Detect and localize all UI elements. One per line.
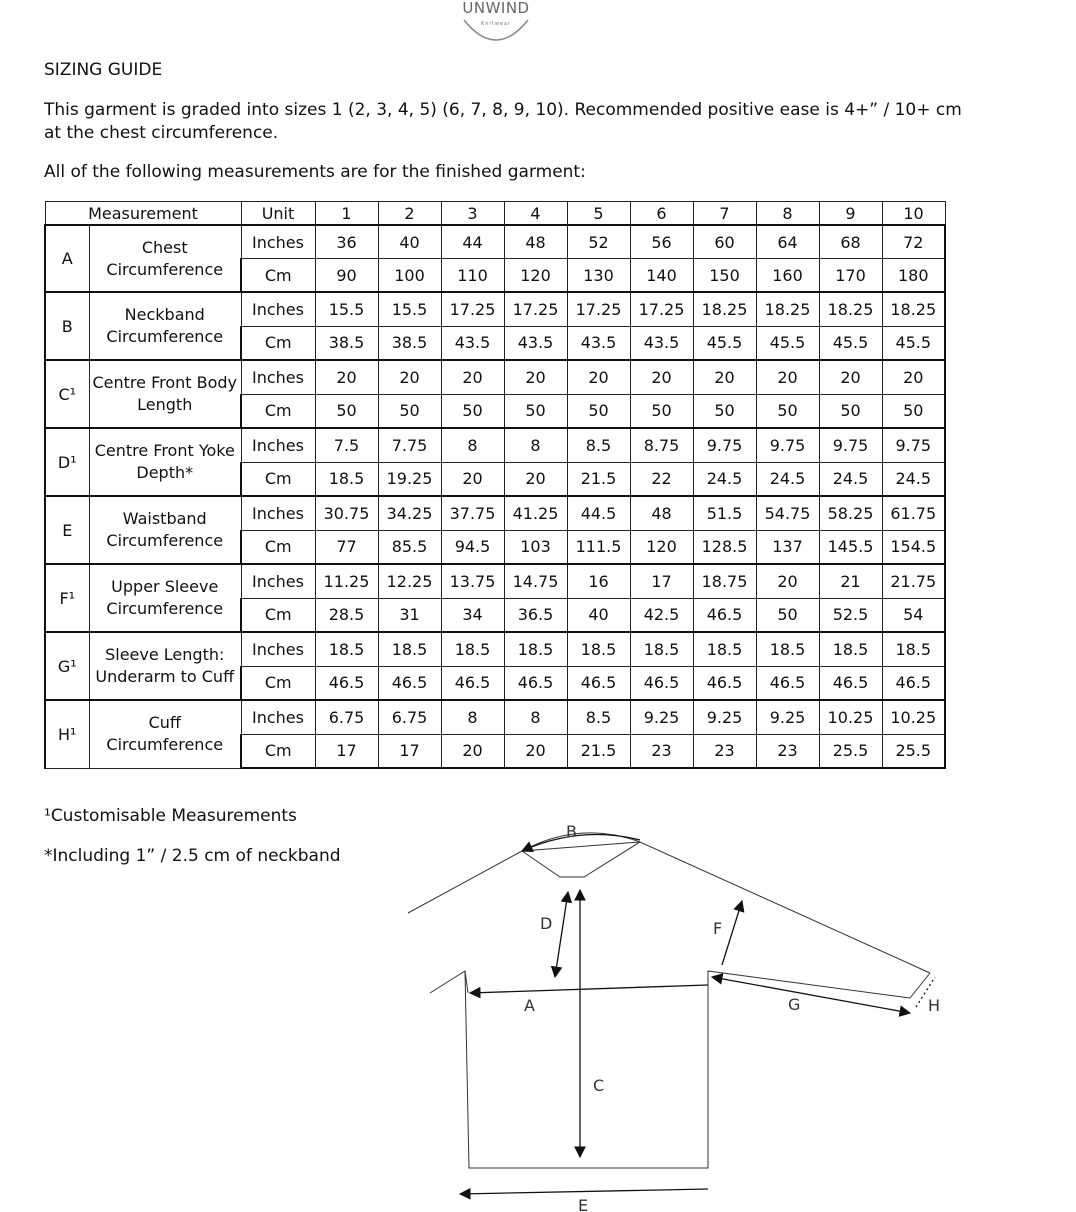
table-row	[45, 225, 945, 259]
value-cell: 46.5	[315, 666, 378, 700]
value-cell: 21.75	[882, 564, 945, 598]
value-cell: 18.5	[567, 632, 630, 666]
value-cell: 20	[819, 360, 882, 394]
value-cell: 23	[630, 734, 693, 768]
value-cell: 18.5	[378, 632, 441, 666]
intro-paragraph: This garment is graded into sizes 1 (2, 3, 4, 5) (6, 7, 8, 9, 10). Recommended positive ease is 4+” / 10+ cm at the chest circumference.	[44, 100, 962, 143]
header-size: 8	[756, 202, 819, 226]
unit-cell: Cm	[241, 666, 315, 700]
value-cell: 58.25	[819, 496, 882, 530]
value-cell: 45.5	[693, 326, 756, 360]
unit-cell: Cm	[241, 598, 315, 632]
value-cell: 44	[441, 225, 504, 259]
value-cell: 9.25	[693, 700, 756, 734]
value-cell: 24.5	[693, 462, 756, 496]
unit-cell: Inches	[241, 700, 315, 734]
value-cell: 52.5	[819, 598, 882, 632]
measurement-name: Centre Front Body Length	[89, 360, 241, 428]
value-cell: 43.5	[630, 326, 693, 360]
value-cell: 50	[630, 394, 693, 428]
value-cell: 20	[441, 360, 504, 394]
value-cell: 9.75	[756, 428, 819, 462]
value-cell: 160	[756, 259, 819, 293]
value-cell: 20	[630, 360, 693, 394]
value-cell: 20	[441, 734, 504, 768]
measurement-code: E	[45, 496, 89, 564]
unit-cell: Inches	[241, 564, 315, 598]
unit-cell: Cm	[241, 530, 315, 564]
label-a: A	[524, 996, 535, 1015]
value-cell: 51.5	[693, 496, 756, 530]
value-cell: 11.25	[315, 564, 378, 598]
header-size: 2	[378, 202, 441, 226]
label-f: F	[713, 919, 723, 938]
value-cell: 18.5	[315, 462, 378, 496]
value-cell: 34	[441, 598, 504, 632]
value-cell: 14.75	[504, 564, 567, 598]
value-cell: 46.5	[567, 666, 630, 700]
value-cell: 170	[819, 259, 882, 293]
header-measurement: Measurement	[45, 202, 241, 226]
value-cell: 50	[441, 394, 504, 428]
label-d: D	[540, 914, 553, 933]
measurement-code: H¹	[45, 700, 89, 768]
value-cell: 38.5	[315, 326, 378, 360]
value-cell: 46.5	[378, 666, 441, 700]
value-cell: 154.5	[882, 530, 945, 564]
measurement-name: Sleeve Length: Underarm to Cuff	[89, 632, 241, 700]
value-cell: 8	[441, 428, 504, 462]
value-cell: 145.5	[819, 530, 882, 564]
value-cell: 77	[315, 530, 378, 564]
value-cell: 20	[315, 360, 378, 394]
value-cell: 180	[882, 259, 945, 293]
label-g: G	[788, 995, 801, 1014]
value-cell: 52	[567, 225, 630, 259]
value-cell: 100	[378, 259, 441, 293]
value-cell: 111.5	[567, 530, 630, 564]
value-cell: 28.5	[315, 598, 378, 632]
value-cell: 43.5	[441, 326, 504, 360]
value-cell: 22	[630, 462, 693, 496]
value-cell: 40	[378, 225, 441, 259]
value-cell: 17.25	[441, 292, 504, 326]
value-cell: 18.5	[693, 632, 756, 666]
table-row	[45, 496, 945, 530]
table-row	[45, 360, 945, 394]
table-row	[45, 632, 945, 666]
value-cell: 120	[630, 530, 693, 564]
value-cell: 48	[504, 225, 567, 259]
value-cell: 45.5	[756, 326, 819, 360]
value-cell: 18.25	[819, 292, 882, 326]
value-cell: 17.25	[504, 292, 567, 326]
value-cell: 50	[315, 394, 378, 428]
header-size: 10	[882, 202, 945, 226]
measurement-code: D¹	[45, 428, 89, 496]
value-cell: 38.5	[378, 326, 441, 360]
value-cell: 120	[504, 259, 567, 293]
value-cell: 54.75	[756, 496, 819, 530]
value-cell: 24.5	[819, 462, 882, 496]
measurement-code: B	[45, 292, 89, 360]
header-size: 9	[819, 202, 882, 226]
value-cell: 20	[378, 360, 441, 394]
value-cell: 50	[756, 598, 819, 632]
table-row	[45, 700, 945, 734]
value-cell: 21	[819, 564, 882, 598]
note-customisable: ¹Customisable Measurements	[44, 806, 297, 826]
value-cell: 13.75	[441, 564, 504, 598]
value-cell: 18.5	[819, 632, 882, 666]
value-cell: 24.5	[756, 462, 819, 496]
value-cell: 6.75	[315, 700, 378, 734]
value-cell: 20	[504, 734, 567, 768]
table-row	[45, 292, 945, 326]
table-row	[45, 564, 945, 598]
header-size: 3	[441, 202, 504, 226]
header-size: 1	[315, 202, 378, 226]
value-cell: 18.25	[693, 292, 756, 326]
value-cell: 50	[693, 394, 756, 428]
value-cell: 21.5	[567, 462, 630, 496]
value-cell: 50	[378, 394, 441, 428]
measurement-name: Centre Front Yoke Depth*	[89, 428, 241, 496]
header-size: 5	[567, 202, 630, 226]
value-cell: 18.5	[756, 632, 819, 666]
value-cell: 20	[693, 360, 756, 394]
unit-cell: Cm	[241, 394, 315, 428]
header-size: 6	[630, 202, 693, 226]
value-cell: 50	[567, 394, 630, 428]
value-cell: 7.5	[315, 428, 378, 462]
unit-cell: Cm	[241, 326, 315, 360]
value-cell: 20	[882, 360, 945, 394]
value-cell: 6.75	[378, 700, 441, 734]
value-cell: 46.5	[441, 666, 504, 700]
value-cell: 45.5	[819, 326, 882, 360]
value-cell: 9.25	[756, 700, 819, 734]
value-cell: 46.5	[630, 666, 693, 700]
value-cell: 17	[630, 564, 693, 598]
value-cell: 18.75	[693, 564, 756, 598]
unit-cell: Inches	[241, 632, 315, 666]
value-cell: 41.25	[504, 496, 567, 530]
value-cell: 34.25	[378, 496, 441, 530]
note-including: *Including 1” / 2.5 cm of neckband	[44, 846, 341, 866]
value-cell: 8.75	[630, 428, 693, 462]
value-cell: 150	[693, 259, 756, 293]
label-c: C	[593, 1076, 605, 1095]
value-cell: 18.25	[882, 292, 945, 326]
value-cell: 30.75	[315, 496, 378, 530]
value-cell: 46.5	[882, 666, 945, 700]
unit-cell: Inches	[241, 496, 315, 530]
label-b: B	[566, 822, 577, 841]
header-unit: Unit	[241, 202, 315, 226]
brand-name: UNWIND	[462, 0, 530, 17]
value-cell: 20	[504, 462, 567, 496]
value-cell: 9.75	[693, 428, 756, 462]
value-cell: 46.5	[756, 666, 819, 700]
value-cell: 68	[819, 225, 882, 259]
value-cell: 25.5	[819, 734, 882, 768]
value-cell: 130	[567, 259, 630, 293]
value-cell: 18.5	[630, 632, 693, 666]
label-e: E	[578, 1196, 589, 1212]
unit-cell: Cm	[241, 734, 315, 768]
value-cell: 140	[630, 259, 693, 293]
value-cell: 43.5	[567, 326, 630, 360]
table-body	[45, 225, 945, 768]
measurement-code: C¹	[45, 360, 89, 428]
measurement-name: Cuff Circumference	[89, 700, 241, 768]
value-cell: 24.5	[882, 462, 945, 496]
measurement-name: Upper Sleeve Circumference	[89, 564, 241, 632]
value-cell: 61.75	[882, 496, 945, 530]
value-cell: 36.5	[504, 598, 567, 632]
value-cell: 46.5	[693, 666, 756, 700]
value-cell: 23	[693, 734, 756, 768]
value-cell: 36	[315, 225, 378, 259]
value-cell: 42.5	[630, 598, 693, 632]
value-cell: 23	[756, 734, 819, 768]
value-cell: 18.5	[882, 632, 945, 666]
value-cell: 90	[315, 259, 378, 293]
value-cell: 37.75	[441, 496, 504, 530]
value-cell: 110	[441, 259, 504, 293]
value-cell: 20	[504, 360, 567, 394]
value-cell: 94.5	[441, 530, 504, 564]
label-h: H	[928, 996, 941, 1015]
header-size: 4	[504, 202, 567, 226]
value-cell: 128.5	[693, 530, 756, 564]
unit-cell: Cm	[241, 259, 315, 293]
value-cell: 10.25	[819, 700, 882, 734]
measurement-name: Chest Circumference	[89, 225, 241, 292]
value-cell: 50	[819, 394, 882, 428]
value-cell: 46.5	[504, 666, 567, 700]
value-cell: 50	[504, 394, 567, 428]
value-cell: 44.5	[567, 496, 630, 530]
unit-cell: Inches	[241, 292, 315, 326]
table-header-row	[45, 202, 945, 226]
value-cell: 20	[756, 564, 819, 598]
value-cell: 103	[504, 530, 567, 564]
unit-cell: Inches	[241, 428, 315, 462]
value-cell: 17.25	[567, 292, 630, 326]
value-cell: 8.5	[567, 428, 630, 462]
value-cell: 8	[504, 428, 567, 462]
value-cell: 20	[756, 360, 819, 394]
value-cell: 18.5	[504, 632, 567, 666]
value-cell: 9.25	[630, 700, 693, 734]
page-title: SIZING GUIDE	[44, 60, 163, 80]
value-cell: 19.25	[378, 462, 441, 496]
measurement-code: G¹	[45, 632, 89, 700]
brand-logo	[446, 0, 546, 48]
garment-diagram	[400, 815, 960, 1212]
value-cell: 43.5	[504, 326, 567, 360]
value-cell: 10.25	[882, 700, 945, 734]
value-cell: 20	[441, 462, 504, 496]
value-cell: 21.5	[567, 734, 630, 768]
value-cell: 9.75	[819, 428, 882, 462]
value-cell: 8.5	[567, 700, 630, 734]
value-cell: 25.5	[882, 734, 945, 768]
value-cell: 40	[567, 598, 630, 632]
value-cell: 17	[315, 734, 378, 768]
value-cell: 85.5	[378, 530, 441, 564]
value-cell: 50	[756, 394, 819, 428]
sweater-outline	[408, 833, 930, 1168]
measurement-code: A	[45, 225, 89, 292]
measurement-name: Neckband Circumference	[89, 292, 241, 360]
value-cell: 8	[441, 700, 504, 734]
value-cell: 31	[378, 598, 441, 632]
sizing-table	[44, 201, 946, 769]
value-cell: 45.5	[882, 326, 945, 360]
header-size: 7	[693, 202, 756, 226]
value-cell: 9.75	[882, 428, 945, 462]
value-cell: 56	[630, 225, 693, 259]
unit-cell: Inches	[241, 360, 315, 394]
value-cell: 64	[756, 225, 819, 259]
value-cell: 17.25	[630, 292, 693, 326]
value-cell: 48	[630, 496, 693, 530]
brand-tagline: Knitwear	[480, 21, 512, 27]
value-cell: 54	[882, 598, 945, 632]
lead-paragraph: All of the following measurements are for the finished garment:	[44, 162, 586, 182]
value-cell: 18.5	[315, 632, 378, 666]
value-cell: 72	[882, 225, 945, 259]
value-cell: 8	[504, 700, 567, 734]
value-cell: 20	[567, 360, 630, 394]
value-cell: 46.5	[819, 666, 882, 700]
value-cell: 12.25	[378, 564, 441, 598]
value-cell: 18.25	[756, 292, 819, 326]
value-cell: 18.5	[441, 632, 504, 666]
table-row	[45, 428, 945, 462]
value-cell: 46.5	[693, 598, 756, 632]
value-cell: 7.75	[378, 428, 441, 462]
value-cell: 15.5	[315, 292, 378, 326]
value-cell: 50	[882, 394, 945, 428]
value-cell: 137	[756, 530, 819, 564]
value-cell: 15.5	[378, 292, 441, 326]
value-cell: 16	[567, 564, 630, 598]
measurement-name: Waistband Circumference	[89, 496, 241, 564]
measurement-code: F¹	[45, 564, 89, 632]
unit-cell: Cm	[241, 462, 315, 496]
value-cell: 60	[693, 225, 756, 259]
unit-cell: Inches	[241, 225, 315, 259]
value-cell: 17	[378, 734, 441, 768]
